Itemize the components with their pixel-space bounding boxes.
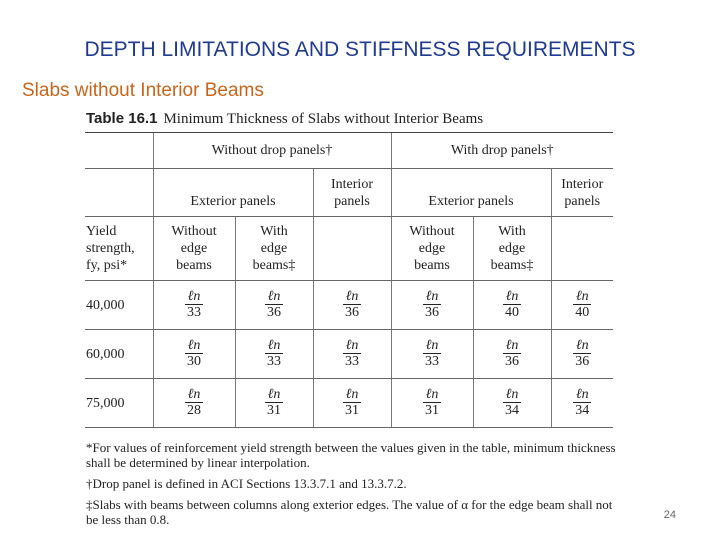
thickness-denominator: 36 — [505, 354, 519, 369]
slide-subtitle: Slabs without Interior Beams — [22, 80, 264, 101]
thickness-fraction: $\frac{\text{ℓn}}{31}$ — [235, 379, 313, 428]
thickness-denominator: 36 — [345, 305, 359, 320]
yield-strength-value: 40,000 — [85, 281, 153, 330]
thickness-denominator: 34 — [575, 403, 590, 418]
thickness-denominator: 36 — [575, 354, 590, 369]
thickness-fraction: $\frac{\text{ℓn}}{36}$ — [313, 281, 391, 330]
thickness-fraction: $\frac{\text{ℓn}}{33}$ — [153, 281, 235, 330]
without-edge-beams-header: Without edge beams — [391, 217, 473, 281]
minimum-thickness-table — [85, 132, 613, 428]
interior-panels-header: Interior panels — [551, 169, 613, 217]
table-row — [85, 330, 613, 379]
thickness-denominator: 36 — [425, 305, 439, 320]
group-header-with-drop-panels: With drop panels† — [391, 133, 613, 169]
thickness-denominator: 33 — [187, 305, 201, 320]
thickness-fraction: $\frac{\text{ℓn}}{28}$ — [153, 379, 235, 428]
yield-strength-value: 75,000 — [85, 379, 153, 428]
slide-title: DEPTH LIMITATIONS AND STIFFNESS REQUIREMENTS — [84, 38, 636, 61]
without-edge-beams-header: Without edge beams — [153, 217, 235, 281]
thickness-denominator: 31 — [267, 403, 281, 418]
thickness-fraction: $\frac{\text{ℓn}}{36}$ — [551, 330, 613, 379]
thickness-fraction: $\frac{\text{ℓn}}{33}$ — [391, 330, 473, 379]
thickness-fraction: $\frac{\text{ℓn}}{31}$ — [391, 379, 473, 428]
thickness-fraction: $\frac{\text{ℓn}}{30}$ — [153, 330, 235, 379]
thickness-fraction: $\frac{\text{ℓn}}{33}$ — [235, 330, 313, 379]
table-row — [85, 379, 613, 428]
table-caption-number: Table 16.1 — [86, 110, 158, 127]
yield-strength-value: 60,000 — [85, 330, 153, 379]
thickness-denominator: 28 — [187, 403, 201, 418]
thickness-denominator: 33 — [425, 354, 439, 369]
thickness-fraction: $\frac{\text{ℓn}}{36}$ — [391, 281, 473, 330]
group-header-without-drop-panels: Without drop panels† — [153, 133, 391, 169]
thickness-denominator: 34 — [505, 403, 519, 418]
with-edge-beams-header: With edge beams‡ — [235, 217, 313, 281]
thickness-denominator: 30 — [187, 354, 201, 369]
thickness-fraction: $\frac{\text{ℓn}}{36}$ — [473, 330, 551, 379]
table-caption — [86, 110, 483, 128]
thickness-fraction: $\frac{\text{ℓn}}{31}$ — [313, 379, 391, 428]
page-number: 24 — [663, 509, 676, 521]
thickness-fraction: $\frac{\text{ℓn}}{33}$ — [313, 330, 391, 379]
footnote-drop-panel: †Drop panel is defined in ACI Sections 13.3.7.1 and 13.3.7.2. — [86, 476, 407, 491]
interior-panels-header: Interior panels — [313, 169, 391, 217]
thickness-denominator: 36 — [267, 305, 281, 320]
table-row — [85, 281, 613, 330]
thickness-denominator: 33 — [267, 354, 281, 369]
yield-strength-header: Yield strength, fy, psi* — [85, 217, 153, 281]
thickness-denominator: 31 — [345, 403, 359, 418]
thickness-denominator: 31 — [425, 403, 439, 418]
thickness-fraction: $\frac{\text{ℓn}}{40}$ — [473, 281, 551, 330]
with-edge-beams-header: With edge beams‡ — [473, 217, 551, 281]
exterior-panels-header: Exterior panels — [153, 169, 313, 217]
thickness-fraction: $\frac{\text{ℓn}}{40}$ — [551, 281, 613, 330]
footnote-edge-beams: ‡Slabs with beams between columns along exterior edges. The value of α for the edge beam shall not be less than 0.8. — [86, 497, 613, 527]
thickness-fraction: $\frac{\text{ℓn}}{36}$ — [235, 281, 313, 330]
exterior-panels-header: Exterior panels — [391, 169, 551, 217]
footnote-interpolation: *For values of reinforcement yield strength between the values given in the table, minimum thickness shall be determined by linear interpolation. — [86, 440, 616, 470]
thickness-denominator: 40 — [505, 305, 519, 320]
thickness-fraction: $\frac{\text{ℓn}}{34}$ — [551, 379, 613, 428]
thickness-fraction: $\frac{\text{ℓn}}{34}$ — [473, 379, 551, 428]
table-caption-text: Minimum Thickness of Slabs without Interior Beams — [163, 111, 484, 127]
thickness-denominator: 40 — [575, 305, 590, 320]
thickness-denominator: 33 — [345, 354, 359, 369]
